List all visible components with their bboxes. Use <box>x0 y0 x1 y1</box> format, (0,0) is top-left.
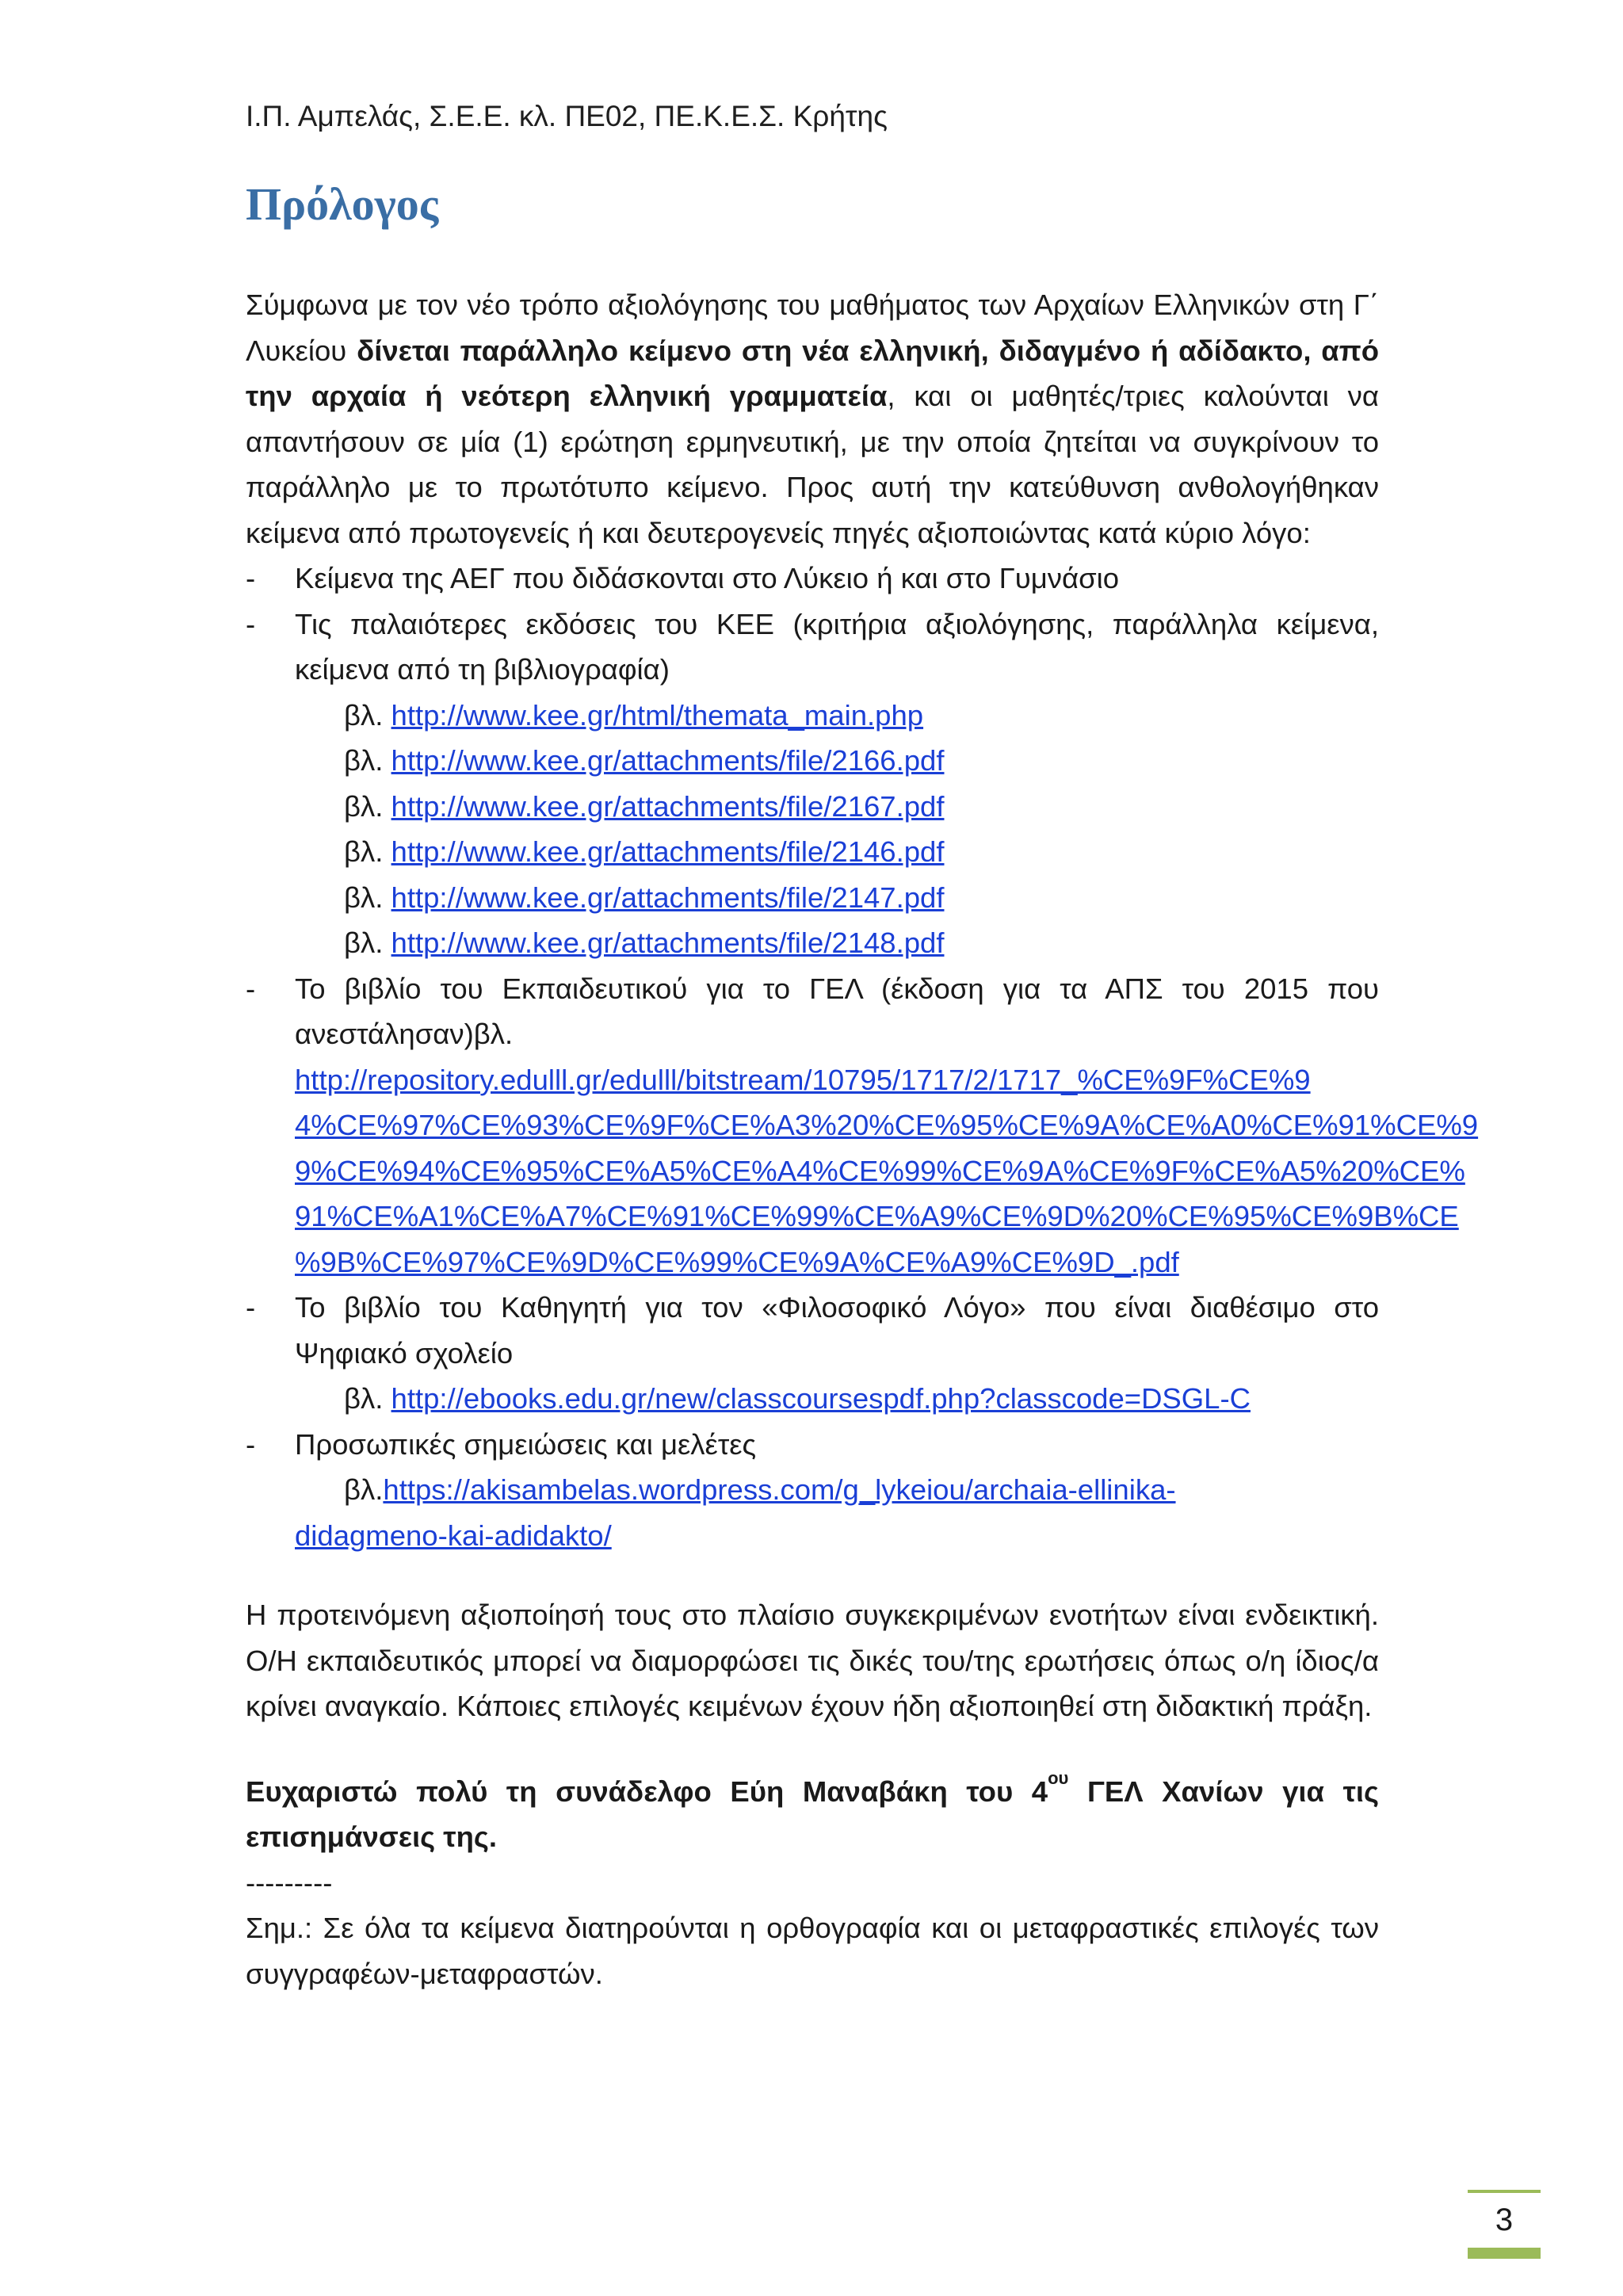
reference-line <box>295 784 1379 830</box>
repository-link-line[interactable]: 91%CE%A1%CE%A7%CE%91%CE%99%CE%A9%CE%9D%20%CE%95%CE%9B%CE <box>295 1200 1459 1232</box>
list-item <box>246 602 1379 966</box>
section-title: Πρόλογος <box>246 178 439 230</box>
reference-line <box>295 693 1379 739</box>
bullet-dash: - <box>246 1427 256 1461</box>
list-item-text: Κείμενα της ΑΕΓ που διδάσκονται στο Λύκειο ή και στο Γυμνάσιο <box>295 562 1120 594</box>
list-item <box>246 1285 1379 1422</box>
list-item-text: Το βιβλίο του Καθηγητή για τον «Φιλοσοφικό Λόγο» που είναι διαθέσιμο στο Ψηφιακό σχολείο <box>295 1291 1379 1370</box>
reference-line <box>295 829 1379 875</box>
list-item-text: Το βιβλίο του Εκπαιδευτικού για το ΓΕΛ (έκδοση για τα ΑΠΣ του 2015 που ανεστάλησαν)βλ. <box>295 972 1379 1050</box>
reference-prefix: βλ. <box>344 881 391 914</box>
repository-link-line[interactable]: http://repository.edulll.gr/edulll/bitstream/10795/1717/2/1717_%CE%9F%CE%9 <box>295 1063 1311 1096</box>
repository-link-line[interactable]: %9B%CE%97%CE%9D%CE%99%CE%9A%CE%A9%CE%9D_.pdf <box>295 1245 1179 1278</box>
intro-bold-text: δίνεται παράλληλο κείμενο στη νέα ελληνική, διδαγμένο ή αδίδακτο, από την αρχαία ή νεότερη ελληνική γραμματεία <box>246 334 1379 412</box>
bullet-dash: - <box>246 972 256 1005</box>
list-item-text: Προσωπικές σημειώσεις και μελέτες <box>295 1427 757 1461</box>
repository-link-line[interactable]: 9%CE%94%CE%95%CE%A5%CE%A4%CE%99%CE%9A%CE%9F%CE%A5%20%CE% <box>295 1154 1465 1187</box>
blog-link-line-2[interactable]: didagmeno-kai-adidakto/ <box>295 1519 612 1552</box>
reference-line <box>295 1467 1379 1513</box>
bullet-dash: - <box>246 1291 256 1324</box>
source-list <box>246 556 1479 1558</box>
bullet-dash: - <box>246 607 256 640</box>
kee-link-2166[interactable]: http://www.kee.gr/attachments/file/2166.pdf <box>391 744 945 777</box>
kee-link-2147[interactable]: http://www.kee.gr/attachments/file/2147.pdf <box>391 881 945 914</box>
blog-link-line-1[interactable]: https://akisambelas.wordpress.com/g_lykeiou/archaia-ellinika- <box>383 1473 1176 1506</box>
list-item-text: Τις παλαιότερες εκδόσεις του ΚΕΕ (κριτήρια αξιολόγησης, παράλληλα κείμενα, κείμενα από τη βιβλιογραφία) <box>295 607 1379 686</box>
reference-line <box>295 875 1379 921</box>
reference-line <box>295 1513 1379 1559</box>
footer-accent-bottom <box>1468 2248 1541 2259</box>
ordinal-suffix: ου <box>1048 1767 1069 1788</box>
list-item <box>246 1422 1379 1559</box>
reference-prefix: βλ. <box>344 789 391 823</box>
reference-prefix: βλ. <box>344 835 391 868</box>
reference-prefix: βλ. <box>344 1382 391 1415</box>
reference-prefix: βλ. <box>344 926 391 959</box>
ebooks-link[interactable]: http://ebooks.edu.gr/new/classcoursespdf.php?classcode=DSGL-C <box>391 1382 1251 1415</box>
reference-prefix: βλ. <box>344 1473 384 1506</box>
acknowledgement-text-2: ΓΕΛ Χανίων για τις επισημάνσεις της. <box>246 1775 1379 1853</box>
spacer <box>246 1729 1379 1769</box>
kee-link-2148[interactable]: http://www.kee.gr/attachments/file/2148.pdf <box>391 926 945 959</box>
kee-link-2167[interactable]: http://www.kee.gr/attachments/file/2167.pdf <box>391 789 945 823</box>
reference-line <box>295 920 1379 966</box>
footer-accent-top <box>1468 2190 1541 2193</box>
note-paragraph: Σημ.: Σε όλα τα κείμενα διατηρούνται η ορθογραφία και οι μεταφραστικές επιλογές των συγγραφέων-μεταφραστών. <box>246 1912 1379 1990</box>
reference-prefix: βλ. <box>344 744 391 777</box>
list-item <box>246 966 1479 1286</box>
intro-text-2: , και οι μαθητές/τριες καλούνται να απαντήσουν σε μία (1) ερώτηση ερμηνευτική, με την οποία ζητείται να συγκρίνουν το παράλληλο με το πρωτότυπο κείμενο. Προς αυτή την κατεύθυνση ανθολογήθηκαν κείμενα από πρωτογενείς ή και δευτερογενείς πηγές αξιοποιώντας κατά κύριο λόγο: <box>246 380 1379 549</box>
repository-link-line[interactable]: 4%CE%97%CE%93%CE%9F%CE%A3%20%CE%95%CE%9A%CE%A0%CE%91%CE%9 <box>295 1109 1479 1141</box>
separator-line: --------- <box>246 1866 333 1899</box>
reference-line <box>295 738 1379 784</box>
acknowledgement-text-1: Ευχαριστώ πολύ τη συνάδελφο Εύη Μαναβάκη του 4 <box>246 1775 1048 1808</box>
page-number: 3 <box>1495 2202 1514 2237</box>
repository-link[interactable] <box>295 1057 1479 1286</box>
document-body <box>246 282 1479 1996</box>
intro-text-1: Σύμφωνα με τον νέο τρόπο αξιολόγησης του μαθήματος των Αρχαίων Ελληνικών στη Γ΄ Λυκείου <box>246 288 1379 367</box>
usage-paragraph: Η προτεινόμενη αξιοποίησή τους στο πλαίσιο συγκεκριμένων ενοτήτων είναι ενδεικτική. Ο/Η εκπαιδευτικός μπορεί να διαμορφώσει τις δικές του/της ερωτήσεις όπως ο/η ίδιος/α κρίνει αναγκαίο. Κάποιες επιλογές κειμένων έχουν ήδη αξιοποιηθεί στη διδακτική πράξη. <box>246 1599 1379 1722</box>
kee-link-themata[interactable]: http://www.kee.gr/html/themata_main.php <box>391 698 924 732</box>
bullet-dash: - <box>246 562 256 594</box>
reference-prefix: βλ. <box>344 698 391 732</box>
running-header: Ι.Π. Αμπελάς, Σ.Ε.Ε. κλ. ΠΕ02, ΠΕ.Κ.Ε.Σ. Κρήτης <box>246 100 888 132</box>
spacer <box>246 1558 1379 1592</box>
kee-link-2146[interactable]: http://www.kee.gr/attachments/file/2146.pdf <box>391 835 945 868</box>
list-item <box>246 556 1379 602</box>
intro-paragraph <box>246 282 1379 556</box>
reference-line <box>295 1376 1379 1422</box>
acknowledgement <box>246 1769 1379 1860</box>
